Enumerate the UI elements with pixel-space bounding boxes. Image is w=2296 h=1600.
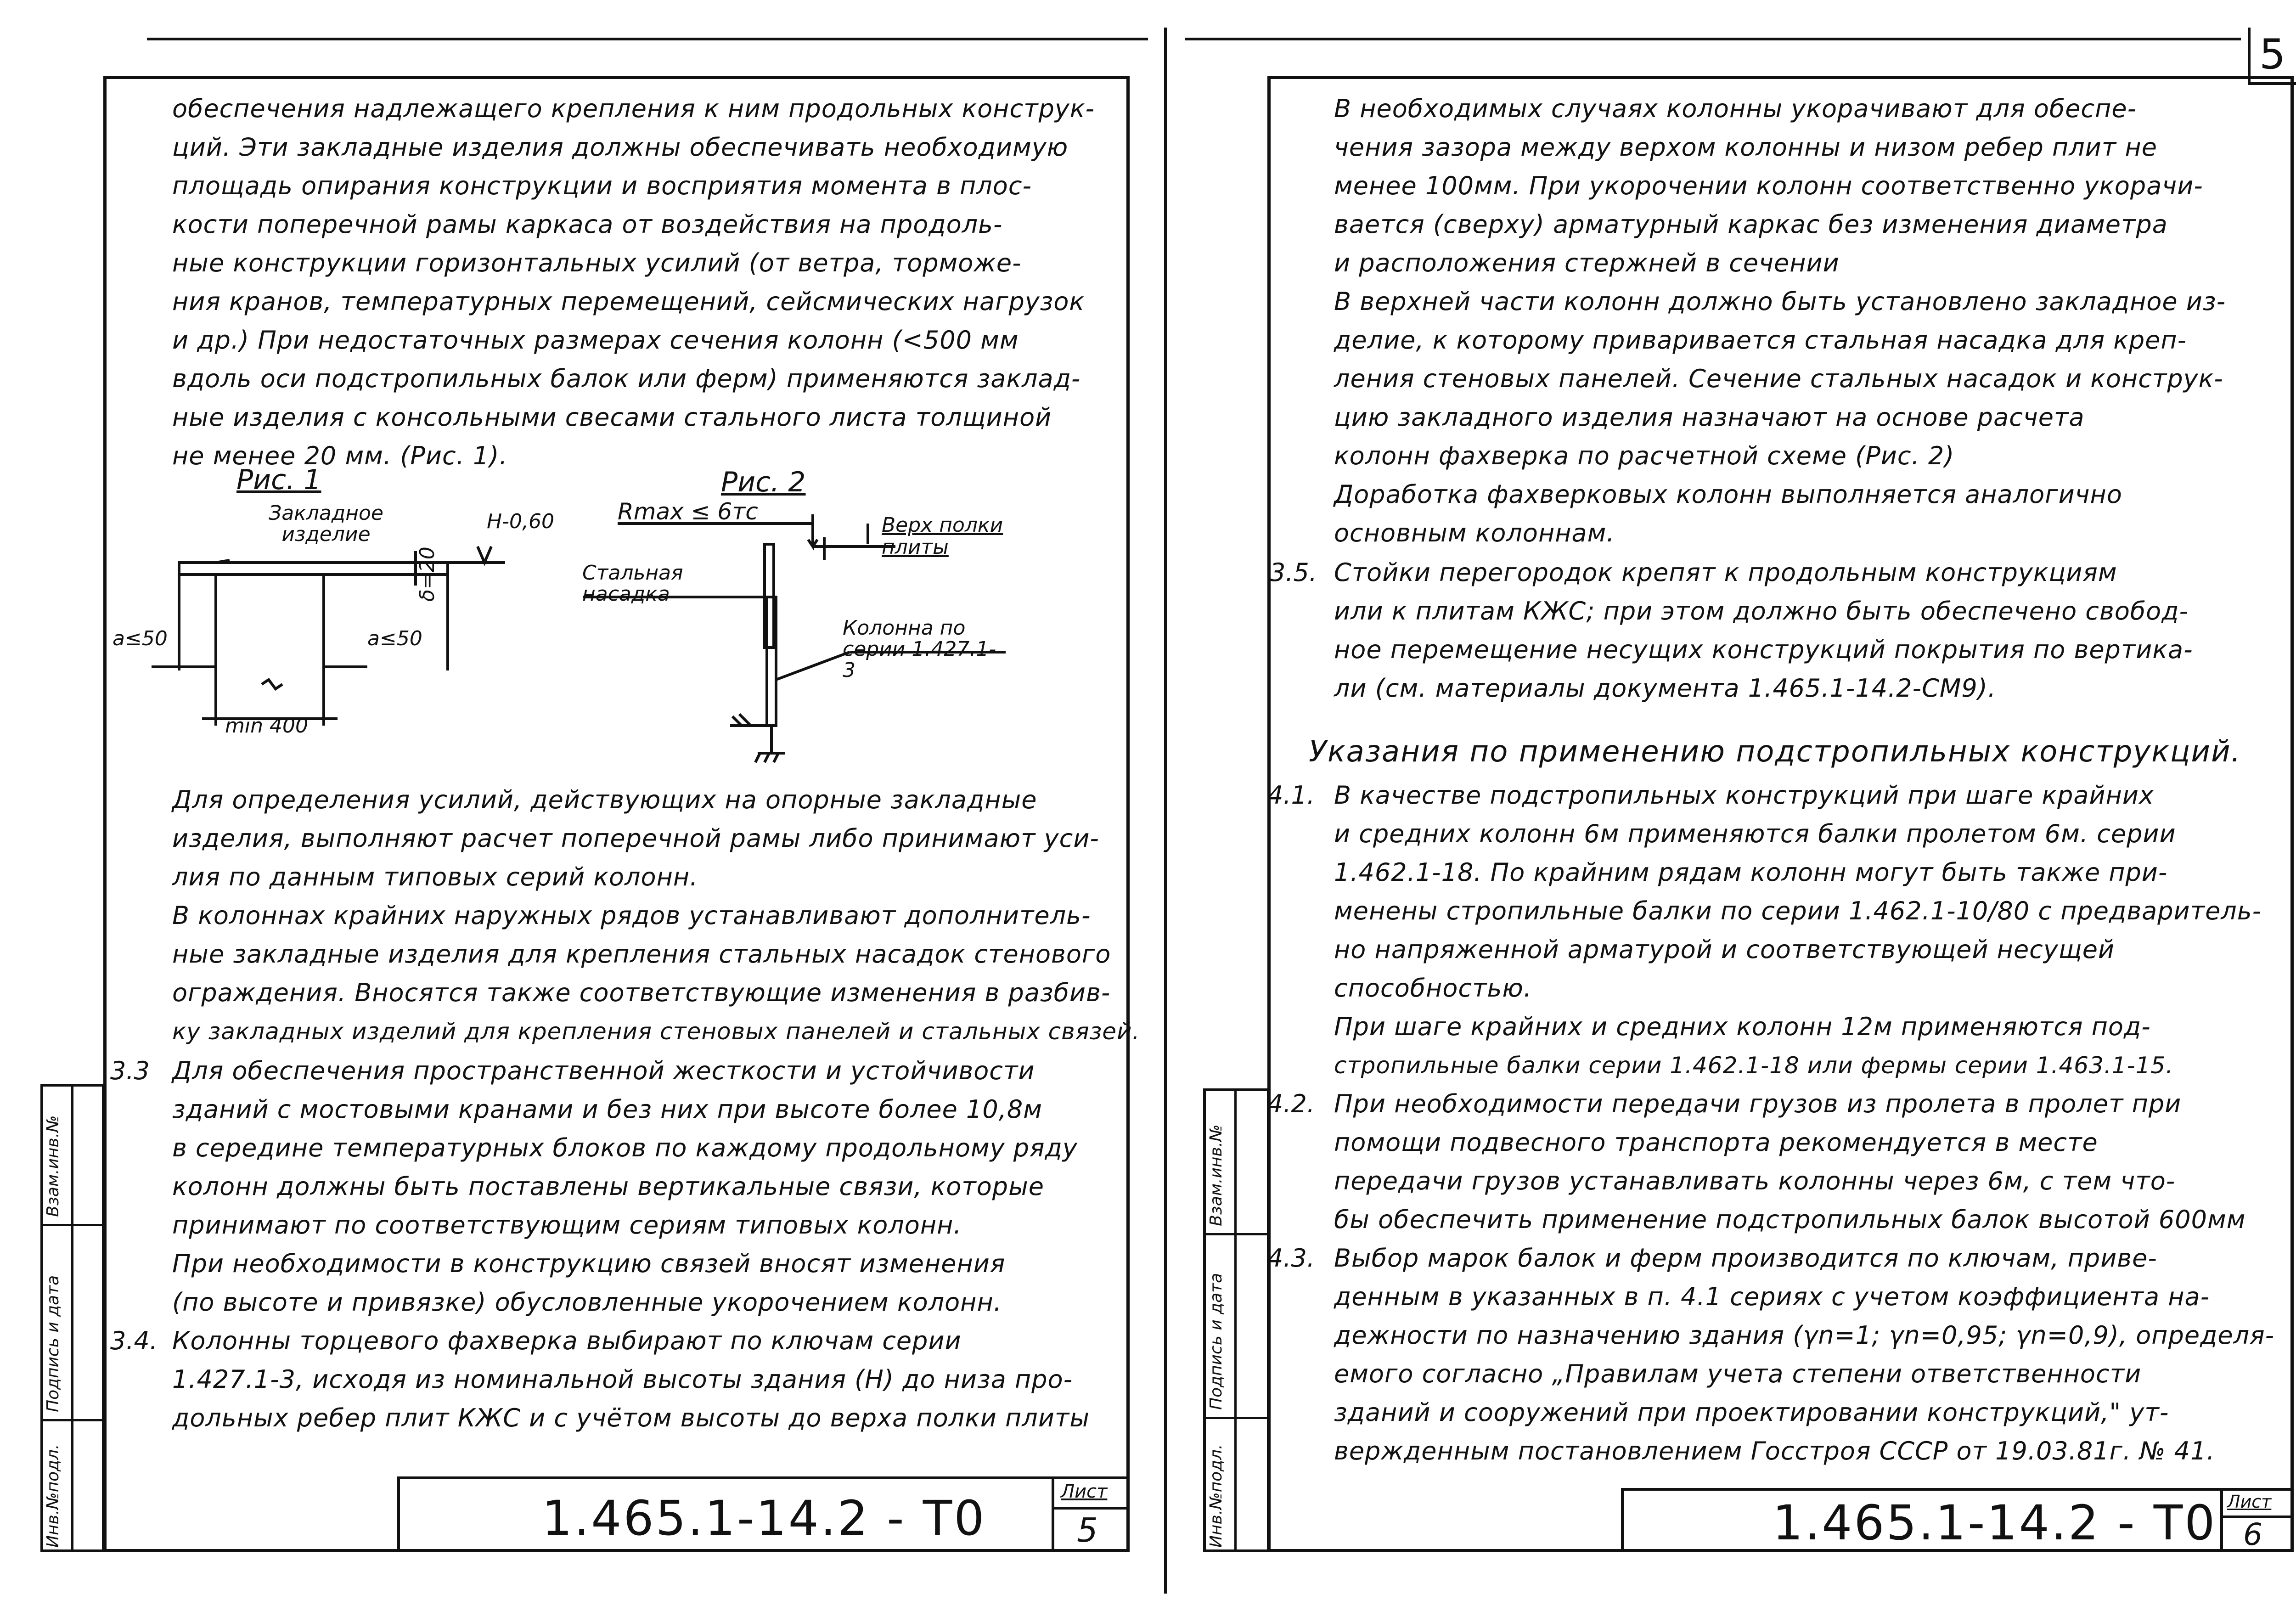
text-line: зданий и сооружений при проектировании конструкций," ут-	[1334, 1398, 2169, 1427]
text-line: и расположения стержней в сечении	[1334, 248, 1840, 277]
item-number-3-5: 3.5.	[1270, 558, 1317, 587]
text-line: В колоннах крайних наружных рядов устанавливают дополнитель-	[172, 901, 1091, 930]
right-side-label-inv: Инв.№подл.	[1207, 1444, 1226, 1548]
text-line: Для обеспечения пространственной жесткости и устойчивости	[172, 1056, 1035, 1085]
item-4-3-text	[1334, 1239, 2274, 1470]
text-line: В верхней части колонн должно быть установлено закладное из-	[1334, 287, 2226, 316]
text-line: ций. Эти закладные изделия должны обеспечивать необходимую	[172, 133, 1069, 162]
text-line: цию закладного изделия назначают на основе расчета	[1334, 403, 2085, 432]
text-line: менены стропильные балки по серии 1.462.1-10/80 с предваритель-	[1334, 896, 2262, 925]
text-line: При шаге крайних и средних колонн 12м применяются под-	[1334, 1012, 2151, 1041]
text-line: 1.427.1-3, исходя из номинальной высоты здания (Н) до низа про-	[172, 1365, 1073, 1394]
text-line: делие, к которому приваривается стальная насадка для креп-	[1334, 326, 2187, 355]
text-line: емого согласно „Правилам учета степени ответственности	[1334, 1359, 2142, 1388]
fig1-title: Рис. 1	[236, 464, 321, 496]
text-line: дольных ребер плит КЖС и с учётом высоты до верха полки плиты	[172, 1403, 1090, 1432]
text-line: ные закладные изделия для крепления стальных насадок стенового	[172, 940, 1111, 969]
left-intro-paragraph	[172, 90, 1095, 475]
right-intro-paragraph	[1334, 90, 2226, 552]
text-line: и средних колонн 6м применяются балки пролетом 6м. серии	[1334, 819, 2176, 848]
text-line: ные изделия с консольными свесами стального листа толщиной	[172, 403, 1052, 432]
text-line: и др.) При недостаточных размерах сечения колонн (<500 мм	[172, 326, 1019, 355]
fig2-drawing	[574, 505, 1033, 781]
text-line: ку закладных изделий для крепления стеновых панелей и стальных связей.	[172, 1018, 1140, 1045]
text-line: дежности по назначению здания (γn=1; γn=0,95; γn=0,9), определя-	[1334, 1321, 2275, 1350]
text-line: Для определения усилий, действующих на опорные закладные	[172, 785, 1037, 814]
text-line: в середине температурных блоков по каждому продольному ряду	[172, 1133, 1078, 1162]
item-number-3-4: 3.4.	[110, 1326, 158, 1355]
text-line: способностью.	[1334, 974, 1532, 1003]
left-side-strip-divider	[71, 1084, 73, 1552]
left-sheet-number-sep	[1052, 1507, 1130, 1510]
fig1-label-min: min 400	[225, 714, 308, 738]
fig2-column	[767, 597, 776, 726]
left-side-label-replace: Взам.инв.№	[44, 1115, 62, 1217]
text-line: зданий с мостовыми кранами и без них при высоте более 10,8м	[172, 1095, 1042, 1124]
left-sheet-number: 5	[1077, 1511, 1098, 1549]
text-line: ограждения. Вносятся также соответствующие изменения в разбив-	[172, 978, 1111, 1007]
right-side-sep-1	[1203, 1233, 1270, 1235]
text-line: Колонны торцевого фахверка выбирают по ключам серии	[172, 1326, 962, 1355]
text-line: В качестве подстропильных конструкций при шаге крайних	[1334, 781, 2154, 810]
right-side-label-replace: Взам.инв.№	[1207, 1124, 1226, 1226]
text-line: (по высоте и привязке) обусловленные укорочением колонн.	[172, 1288, 1002, 1317]
item-number-4-3: 4.3.	[1267, 1244, 1315, 1273]
right-side-label-sign: Подпись и дата	[1207, 1273, 1226, 1410]
text-line: ления стеновых панелей. Сечение стальных насадок и конструк-	[1334, 364, 2223, 393]
right-side-strip-divider	[1234, 1088, 1237, 1552]
text-line: ли (см. материалы документа 1.465.1-14.2-СМ9).	[1334, 674, 1997, 703]
section-heading: Указания по применению подстропильных конструкций.	[1309, 735, 2241, 769]
left-sheet-label: Лист	[1061, 1481, 1108, 1502]
text-line: стропильные балки серии 1.462.1-18 или фермы серии 1.463.1-15.	[1334, 1052, 2174, 1079]
text-line: изделия, выполняют расчет поперечной рамы либо принимают уси-	[172, 824, 1099, 853]
text-line: ния кранов, температурных перемещений, сейсмических нагрузок	[172, 287, 1085, 316]
center-fold-line	[1164, 28, 1167, 1594]
text-line: колонн фахверка по расчетной схеме (Рис. 2)	[1334, 441, 1955, 470]
text-line: Стойки перегородок крепят к продольным конструкциям	[1334, 558, 2117, 587]
item-3-5-text	[1334, 553, 2193, 708]
text-line: колонн должны быть поставлены вертикальные связи, которые	[172, 1172, 1044, 1201]
text-line: При необходимости в конструкцию связей вносят изменения	[172, 1249, 1006, 1278]
fig2-label-column: Колонна по серии 1.427.1-3	[843, 616, 996, 682]
left-document-code: 1.465.1-14.2 - Т0	[542, 1490, 986, 1546]
left-after-figure-paragraph	[172, 781, 1140, 1051]
text-line: помощи подвесного транспорта рекомендуется в месте	[1334, 1128, 2098, 1157]
text-line: лия по данным типовых серий колонн.	[172, 862, 698, 891]
top-rule-left	[147, 38, 1148, 40]
top-rule-right	[1185, 38, 2241, 40]
text-line: 1.462.1-18. По крайним рядам колонн могут быть также при-	[1334, 858, 2168, 887]
fig2-label-rmax: Rmax ≤ 6тс	[618, 498, 758, 525]
text-line: Выбор марок балок и ферм производится по ключам, приве-	[1334, 1244, 2157, 1273]
fig1-label-a-right: a≤50	[367, 627, 422, 650]
item-number-4-2: 4.2.	[1267, 1089, 1315, 1118]
fig2-label-nozzle: Стальная насадка	[582, 561, 683, 606]
left-side-sep-1	[40, 1224, 105, 1226]
text-line: ное перемещение несущих конструкций покрытия по вертика-	[1334, 635, 2193, 664]
corner-page-number: 5	[2259, 30, 2286, 79]
text-line: ные конструкции горизонтальных усилий (от ветра, торможе-	[172, 248, 1022, 277]
fig1-label-a-left: a≤50	[113, 627, 168, 650]
right-side-sep-2	[1203, 1417, 1270, 1419]
text-line: кости поперечной рамы каркаса от воздействия на продоль-	[172, 210, 1003, 239]
text-line: вдоль оси подстропильных балок или ферм) применяются заклад-	[172, 364, 1081, 393]
text-line: менее 100мм. При укорочении колонн соответственно укорачи-	[1334, 171, 2203, 200]
fig1-label-thickness: δ=20	[416, 546, 439, 602]
text-line: принимают по соответствующим сериям типовых колонн.	[172, 1211, 962, 1239]
text-line: не менее 20 мм. (Рис. 1).	[172, 441, 508, 470]
item-number-4-1: 4.1.	[1267, 781, 1315, 810]
right-document-code: 1.465.1-14.2 - Т0	[1773, 1495, 2217, 1551]
left-side-sep-2	[40, 1419, 105, 1421]
item-number-3-3: 3.3	[110, 1056, 150, 1085]
text-line: основным колоннам.	[1334, 518, 1615, 547]
fig1-label-embedded: Закладное изделие	[268, 501, 383, 546]
text-line: но напряженной арматурой и соответствующей несущей	[1334, 935, 2115, 964]
left-side-label-inv: Инв.№подл.	[44, 1444, 62, 1548]
text-line: вается (сверху) арматурный каркас без изменения диаметра	[1334, 210, 2168, 239]
fig2-label-top: Верх полки плиты	[882, 513, 1003, 559]
text-line: вержденным постановлением Госстроя СССР от 19.03.81г. № 41.	[1334, 1437, 2215, 1465]
fig1-drawing	[110, 533, 523, 753]
fig2-column-leader	[776, 652, 850, 680]
text-line: обеспечения надлежащего крепления к ним продольных конструк-	[172, 94, 1095, 123]
text-line: или к плитам КЖС; при этом должно быть обеспечено свобод-	[1334, 597, 2189, 625]
fig1-label-level: Н-0,60	[487, 510, 554, 533]
fig2-title: Рис. 2	[721, 466, 806, 498]
text-line: площадь опирания конструкции и восприятия момента в плос-	[172, 171, 1032, 200]
text-line: В необходимых случаях колонны укорачивают для обеспе-	[1334, 94, 2137, 123]
text-line: При необходимости передачи грузов из пролета в пролет при	[1334, 1089, 2182, 1118]
text-line: денным в указанных в п. 4.1 сериях с учетом коэффициента на-	[1334, 1282, 2210, 1311]
item-4-1-text	[1334, 776, 2262, 1085]
text-line: передачи грузов устанавливать колонны через 6м, с тем что-	[1334, 1166, 2176, 1195]
fig2-rmax-arrow	[808, 514, 817, 546]
item-3-3-text	[172, 1052, 1078, 1322]
text-line: чения зазора между верхом колонны и низом ребер плит не	[1334, 133, 2158, 162]
text-line: Доработка фахверковых колонн выполняется аналогично	[1334, 480, 2122, 509]
item-4-2-text	[1334, 1085, 2245, 1239]
item-3-4-text	[172, 1322, 1090, 1437]
left-side-label-sign: Подпись и дата	[44, 1275, 62, 1412]
right-sheet-label: Лист	[2227, 1492, 2272, 1512]
fig1-level-mark	[478, 546, 491, 563]
fig1-break-mark	[262, 680, 282, 689]
text-line: бы обеспечить применение подстропильных балок высотой 600мм	[1334, 1205, 2246, 1234]
fig1-plate	[179, 563, 448, 575]
right-sheet-number: 6	[2243, 1517, 2262, 1552]
